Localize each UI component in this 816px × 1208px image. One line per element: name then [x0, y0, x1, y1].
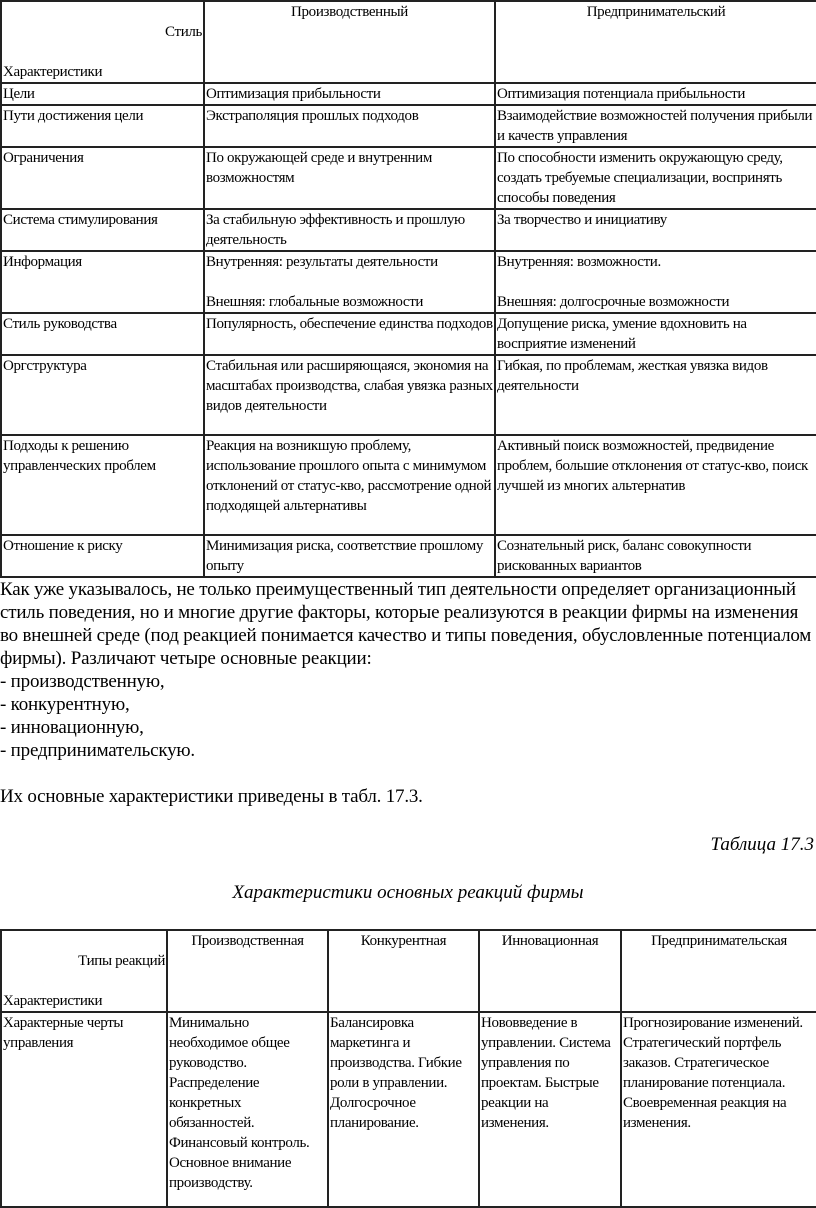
row-label: Цели: [1, 83, 204, 105]
table-cell: Прогнозирование изменений. Стратегический портфель заказов. Стратегическое планирование потенциала. Своевременная реакция на изменения.: [621, 1012, 816, 1207]
column-header: Предпринимательская: [621, 930, 816, 1012]
column-header: Конкурентная: [328, 930, 479, 1012]
intro-paragraph: Как уже указывалось, не только преимущественный тип деятельности определяет организационный стиль поведения, но и многие другие факторы, которые реализуются в реакции фирмы на изменения во внешней среде (под реакцией понимается качество и типы поведения, обусловленные потенциалом фирмы). Различают четыре основные реакции:: [0, 579, 812, 669]
table-row: [1, 105, 816, 147]
table-cell: Внутренняя: возможности. Внешняя: долгосрочные возможности: [495, 251, 816, 313]
table-cell: Минимально необходимое общее руководство. Распределение конкретных обязанностей. Финансовый контроль. Основное внимание производству.: [167, 1012, 328, 1207]
corner-top-label: Стиль: [165, 24, 202, 40]
row-label: Информация: [1, 251, 204, 313]
body-text: [0, 578, 816, 808]
table-row: [1, 147, 816, 209]
table-cell: За стабильную эффективность и прошлую деятельность: [204, 209, 495, 251]
table-cell: Взаимодействие возможностей получения прибыли и качеств управления: [495, 105, 816, 147]
row-label: Подходы к решению управленческих проблем: [1, 435, 204, 535]
table-cell: Активный поиск возможностей, предвидение проблем, большие отклонения от статус-кво, поиск лучшей из многих альтернатив: [495, 435, 816, 535]
list-item: - конкурентную,: [0, 694, 130, 715]
table-title: Характеристики основных реакций фирмы: [232, 882, 584, 903]
table-cell: Оптимизация прибыльности: [204, 83, 495, 105]
table-cell: Популярность, обеспечение единства подходов: [204, 313, 495, 355]
table-cell: Стабильная или расширяющаяся, экономия на масштабах производства, слабая увязка разных видов деятельности: [204, 355, 495, 435]
table-row: [1, 435, 816, 535]
table-cell: Минимизация риска, соответствие прошлому опыту: [204, 535, 495, 577]
table-row: [1, 535, 816, 577]
column-header: Производственный: [204, 1, 495, 83]
table-row: [1, 209, 816, 251]
corner-bottom-label: Характеристики: [3, 64, 103, 80]
table-cell: Оптимизация потенциала прибыльности: [495, 83, 816, 105]
list-item: - предпринимательскую.: [0, 740, 195, 761]
column-header: Предпринимательский: [495, 1, 816, 83]
table-cell: Балансировка маркетинга и производства. Гибкие роли в управлении. Долгосрочное планирование.: [328, 1012, 479, 1207]
table-cell: По способности изменить окружающую среду, создать требуемые специализации, воспринять способы поведения: [495, 147, 816, 209]
table-header-row: [1, 930, 816, 1012]
table-cell: Сознательный риск, баланс совокупности рискованных вариантов: [495, 535, 816, 577]
table-header-row: [1, 1, 816, 83]
row-label: Ограничения: [1, 147, 204, 209]
reactions-table: [0, 929, 816, 1208]
row-label: Пути достижения цели: [1, 105, 204, 147]
corner-bottom-label: Характеристики: [3, 993, 103, 1009]
row-label: Характерные черты управления: [1, 1012, 167, 1207]
table-cell: Экстраполяция прошлых подходов: [204, 105, 495, 147]
table-row: [1, 83, 816, 105]
column-header: Инновационная: [479, 930, 621, 1012]
corner-header-cell: [1, 1, 204, 83]
column-header: Производственная: [167, 930, 328, 1012]
table-row: [1, 251, 816, 313]
row-label: Стиль руководства: [1, 313, 204, 355]
table-row: [1, 313, 816, 355]
list-item: - производственную,: [0, 671, 165, 692]
row-label: Система стимулирования: [1, 209, 204, 251]
outro-paragraph: Их основные характеристики приведены в табл. 17.3.: [0, 786, 423, 807]
row-label: Оргструктура: [1, 355, 204, 435]
corner-top-label: Типы реакций: [78, 953, 165, 969]
corner-header-cell: [1, 930, 167, 1012]
table-cell: Гибкая, по проблемам, жесткая увязка видов деятельности: [495, 355, 816, 435]
table-row: [1, 355, 816, 435]
table-number: Таблица 17.3: [710, 834, 814, 855]
table-cell: Допущение риска, умение вдохновить на восприятие изменений: [495, 313, 816, 355]
table-cell: По окружающей среде и внутренним возможностям: [204, 147, 495, 209]
list-item: - инновационную,: [0, 717, 144, 738]
table-cell: За творчество и инициативу: [495, 209, 816, 251]
row-label: Отношение к риску: [1, 535, 204, 577]
table-row: [1, 1012, 816, 1207]
table-cell: Внутренняя: результаты деятельности Внешняя: глобальные возможности: [204, 251, 495, 313]
table-cell: Реакция на возникшую проблему, использование прошлого опыта с минимумом отклонений от статус-кво, рассмотрение одной подходящей альтернативы: [204, 435, 495, 535]
table-cell: Нововведение в управлении. Система управления по проектам. Быстрые реакции на изменения.: [479, 1012, 621, 1207]
styles-comparison-table: [0, 0, 816, 578]
